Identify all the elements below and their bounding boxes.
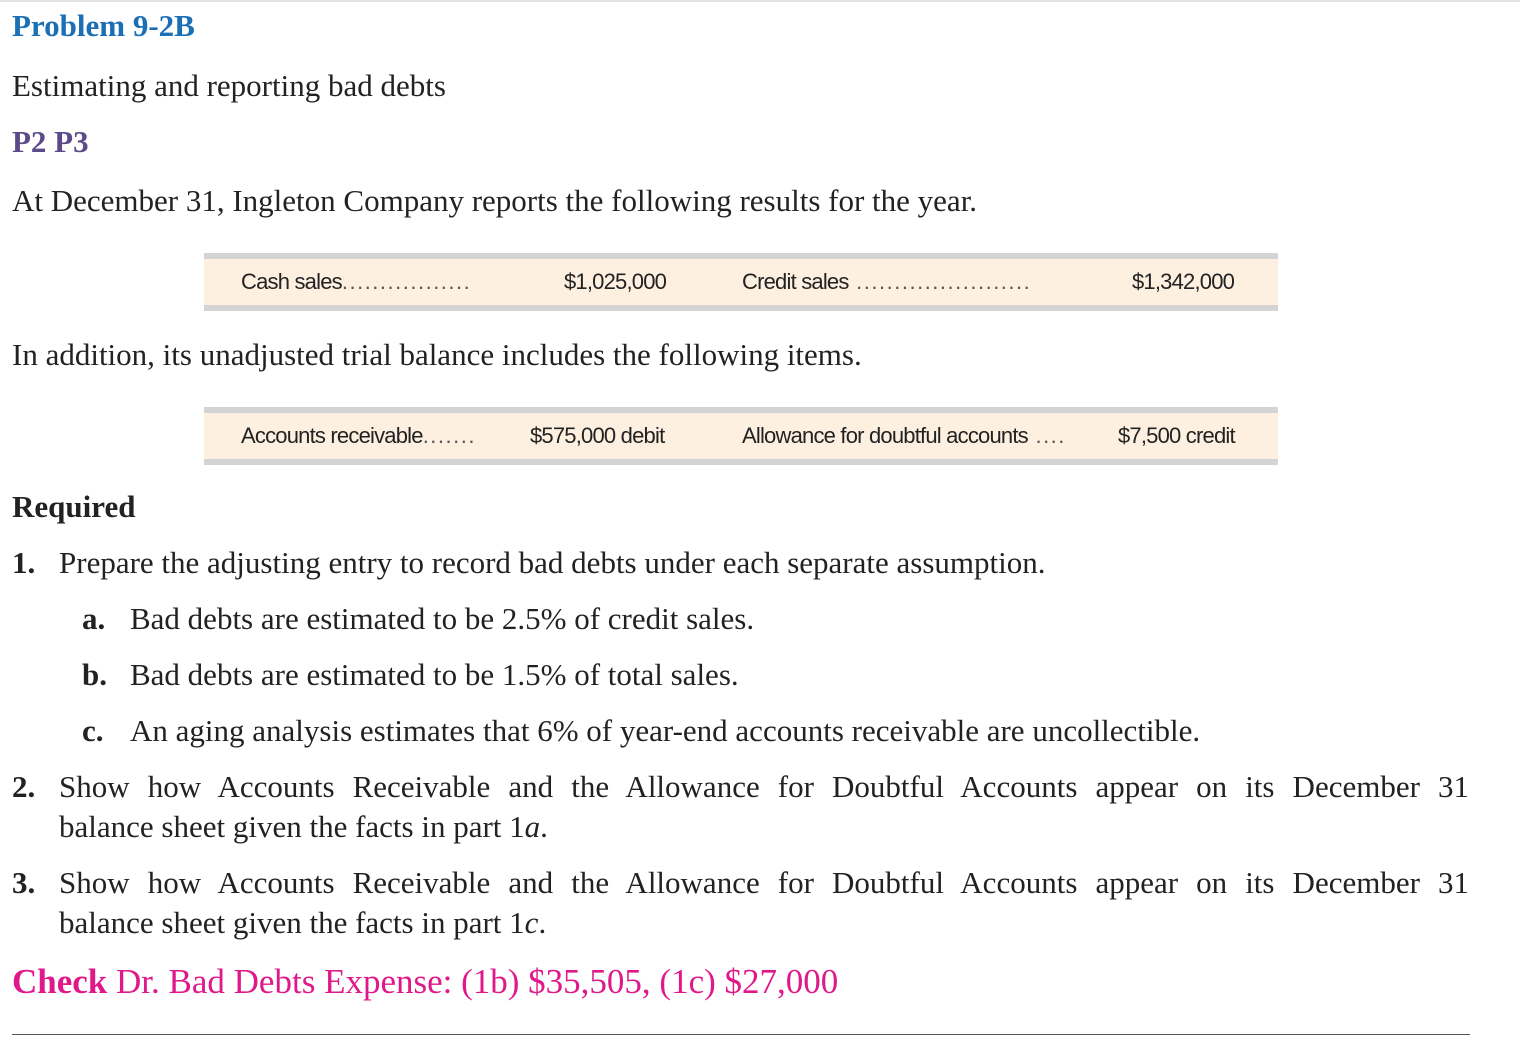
allowance-cell	[742, 413, 1066, 459]
bottom-rule	[12, 1034, 1470, 1035]
leader-dots: .......	[422, 423, 476, 448]
requirement-1c-letter: c.	[82, 713, 104, 748]
accounts-receivable-label: Accounts receivable	[241, 423, 423, 448]
top-rule	[0, 0, 1520, 2]
check-label: Check	[12, 962, 108, 1001]
sales-table	[204, 253, 1278, 311]
accounts-receivable-value: $575,000 debit	[530, 423, 665, 448]
credit-sales-label: Credit sales	[742, 269, 849, 294]
credit-sales-cell	[742, 259, 1031, 305]
part-reference: a	[524, 809, 541, 844]
leader-dots: .................	[341, 269, 472, 294]
requirement-1-text: Prepare the adjusting entry to record bad debts under each separate assumption.	[59, 545, 1046, 580]
intro-text: At December 31, Ingleton Company reports the following results for the year.	[12, 183, 978, 218]
credit-sales-value: $1,342,000	[1132, 269, 1235, 294]
requirement-1b-text: Bad debts are estimated to be 1.5% of total sales.	[130, 657, 739, 692]
leader-dots: ....	[1027, 423, 1066, 448]
requirement-2-number: 2.	[12, 769, 36, 804]
requirement-1a-letter: a.	[82, 601, 106, 636]
allowance-label: Allowance for doubtful accounts	[742, 423, 1028, 448]
check-figures	[12, 962, 838, 1002]
part-reference: c	[524, 905, 539, 940]
cash-sales-value: $1,025,000	[564, 269, 667, 294]
requirement-1	[12, 545, 35, 581]
requirement-1-number: 1.	[12, 545, 36, 580]
required-heading: Required	[12, 489, 136, 524]
intro-text-2: In addition, its unadjusted trial balance includes the following items.	[12, 337, 862, 372]
requirement-3-line1: Show how Accounts Receivable and the Allowance for Doubtful Accounts appear on its December 31	[59, 865, 1469, 900]
accounts-receivable-cell	[241, 413, 476, 459]
learning-objective-codes: P2 P3	[12, 124, 89, 159]
allowance-value: $7,500 credit	[1118, 423, 1235, 448]
requirement-3-line2: balance sheet given the facts in part 1c.	[59, 905, 547, 940]
cash-sales-label: Cash sales	[241, 269, 342, 294]
trial-balance-table	[204, 407, 1278, 465]
requirement-2-line2: balance sheet given the facts in part 1a.	[59, 809, 548, 844]
problem-title: Problem 9-2B	[12, 8, 195, 43]
leader-dots: .......................	[848, 269, 1032, 294]
requirement-1c-text: An aging analysis estimates that 6% of year-end accounts receivable are uncollectible.	[130, 713, 1201, 748]
requirement-3-number: 3.	[12, 865, 36, 900]
cash-sales-cell	[241, 259, 471, 305]
requirement-1b-letter: b.	[82, 657, 107, 692]
requirement-1a-text: Bad debts are estimated to be 2.5% of credit sales.	[130, 601, 755, 636]
problem-subtitle: Estimating and reporting bad debts	[12, 68, 446, 103]
check-text: Dr. Bad Debts Expense: (1b) $35,505, (1c) $27,000	[107, 962, 839, 1001]
requirement-2-line1: Show how Accounts Receivable and the Allowance for Doubtful Accounts appear on its December 31	[59, 769, 1469, 804]
